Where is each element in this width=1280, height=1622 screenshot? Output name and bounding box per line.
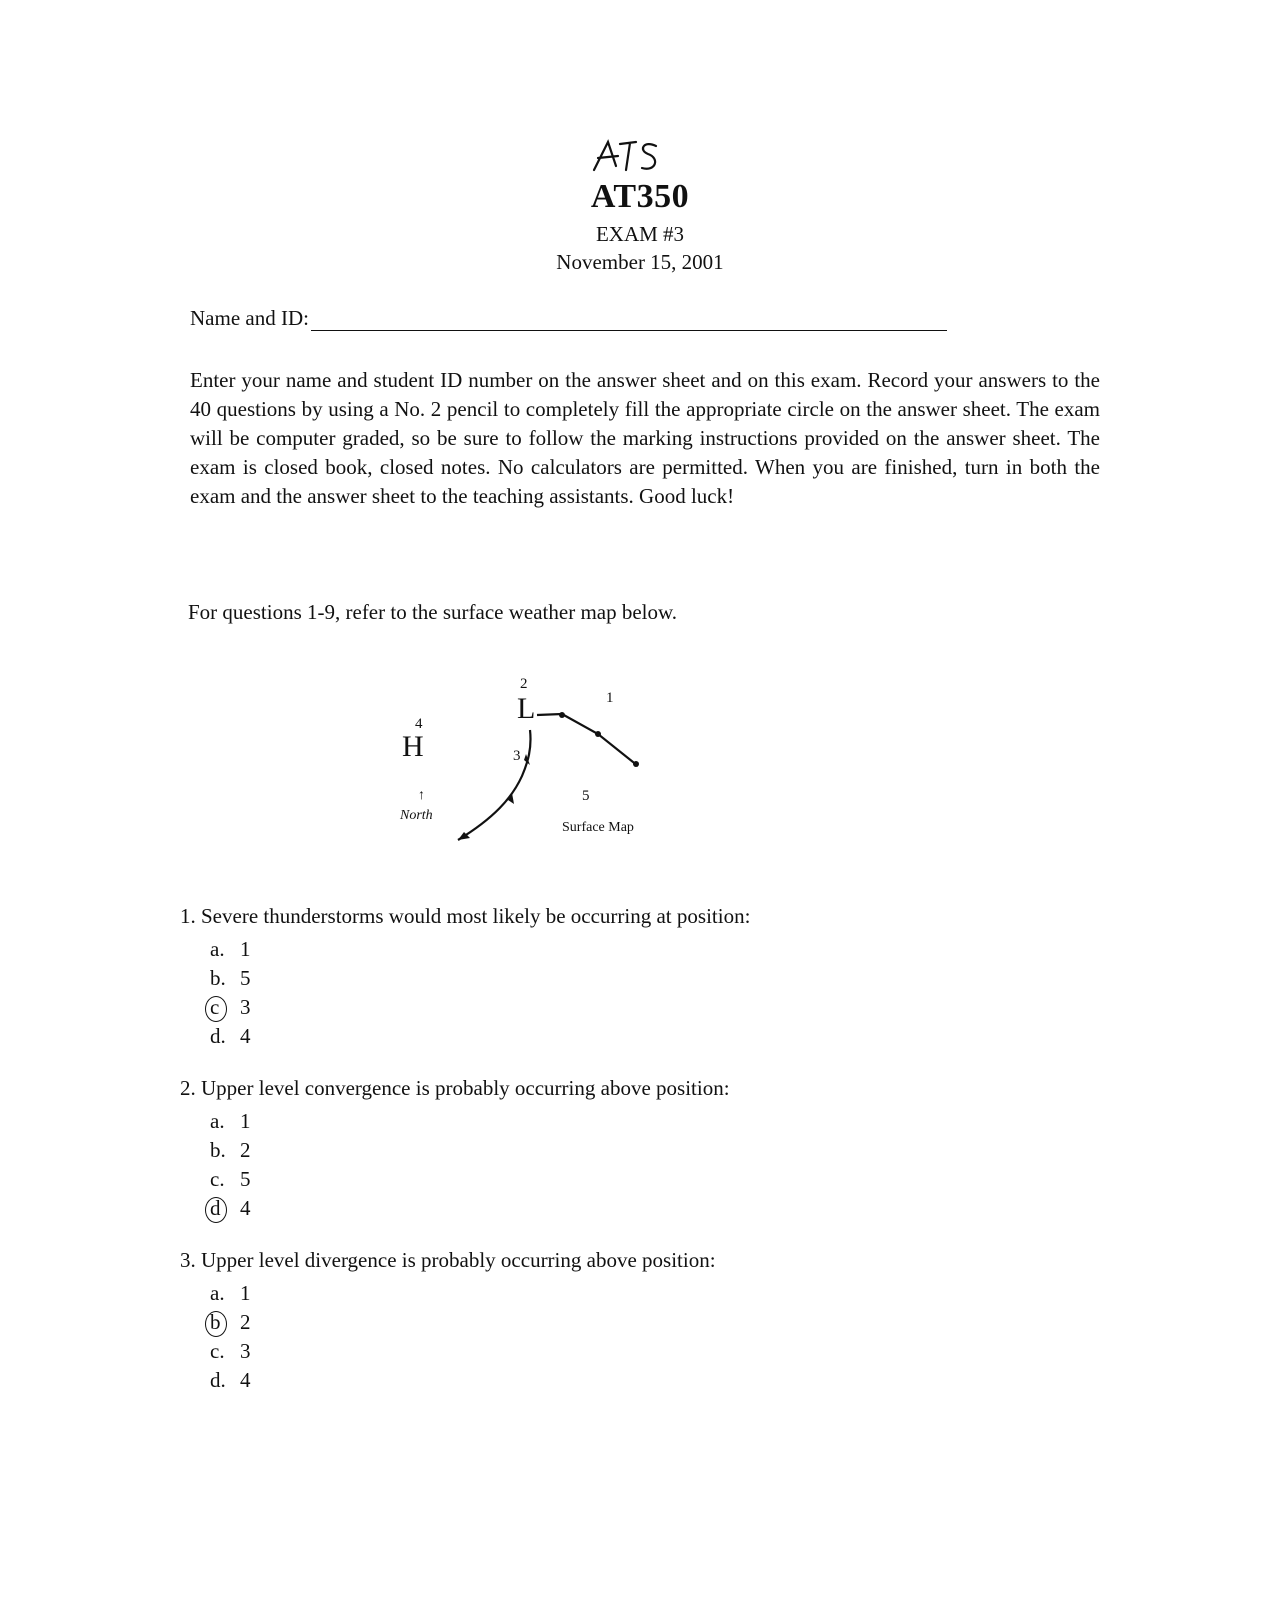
question-prompt: Upper level divergence is probably occurring above position:: [201, 1248, 716, 1272]
option-value: 1: [240, 1281, 251, 1305]
answer-option[interactable]: [210, 1165, 730, 1194]
answer-option[interactable]: [210, 935, 750, 964]
question-text: [180, 904, 750, 929]
option-letter: b.: [210, 1138, 226, 1162]
answer-option[interactable]: [210, 1279, 716, 1308]
surface-weather-map: [400, 676, 720, 880]
question-number: 3.: [180, 1248, 196, 1272]
name-id-line[interactable]: [311, 311, 947, 331]
option-value: 5: [240, 966, 251, 990]
option-letter: d.: [210, 1368, 226, 1392]
answer-option-selected[interactable]: [210, 993, 750, 1022]
option-value: 4: [240, 1024, 251, 1048]
option-value: 4: [240, 1196, 251, 1220]
answer-option[interactable]: [210, 1366, 716, 1395]
map-position-4: 4: [415, 716, 423, 732]
option-letter: d.: [210, 1024, 226, 1048]
question-text: [180, 1076, 730, 1101]
option-value: 2: [240, 1138, 251, 1162]
front-marker: [633, 761, 639, 767]
course-title: AT350: [590, 178, 690, 215]
question-number: 2.: [180, 1076, 196, 1100]
low-pressure-label: L: [517, 692, 536, 725]
option-letter: c.: [210, 1167, 225, 1191]
exam-number: EXAM #3: [595, 222, 685, 246]
option-value: 2: [240, 1310, 251, 1334]
option-letter: a.: [210, 1281, 225, 1305]
option-letter: c.: [210, 1339, 225, 1363]
name-id-label: Name and ID:: [190, 306, 309, 330]
option-letter: a.: [210, 937, 225, 961]
answer-option[interactable]: [210, 1337, 716, 1366]
question-number: 1.: [180, 904, 196, 928]
question-prompt: Severe thunderstorms would most likely be occurring at position:: [201, 904, 751, 928]
handwritten-note: [590, 136, 670, 182]
question-prompt: Upper level convergence is probably occurring above position:: [201, 1076, 730, 1100]
question-1: [180, 904, 750, 1051]
high-pressure-label: H: [402, 730, 424, 763]
option-letter: c: [210, 993, 234, 1022]
name-id-field: [190, 306, 947, 331]
option-value: 4: [240, 1368, 251, 1392]
map-reference-text: For questions 1-9, refer to the surface weather map below.: [188, 600, 678, 624]
answer-option[interactable]: [210, 1022, 750, 1051]
answer-option[interactable]: [210, 1107, 730, 1136]
answer-option-selected[interactable]: [210, 1194, 730, 1223]
answer-option[interactable]: [210, 964, 750, 993]
option-value: 1: [240, 937, 251, 961]
north-label: North: [400, 808, 433, 823]
option-value: 5: [240, 1167, 251, 1191]
answer-options: [210, 1107, 730, 1223]
map-position-5: 5: [582, 788, 590, 804]
instructions-paragraph: Enter your name and student ID number on the answer sheet and on this exam. Record your answers to the 40 questions by using a No. 2 pencil to completely fill the appropriate circle on the answer sheet. The exam will be computer graded, so be sure to follow the marking instructions provided on the answer sheet. The exam is closed book, closed notes. No calculators are permitted. When you are finished, turn in both the exam and the answer sheet to the teaching assistants. Good luck!: [190, 368, 1100, 508]
option-letter: d: [210, 1194, 234, 1223]
north-arrow-icon: ↑: [418, 788, 425, 803]
map-position-1: 1: [606, 690, 614, 706]
map-position-3: 3: [513, 748, 521, 764]
answer-options: [210, 935, 750, 1051]
answer-option[interactable]: [210, 1136, 730, 1165]
question-text: [180, 1248, 716, 1273]
map-caption: Surface Map: [562, 820, 634, 835]
map-position-2: 2: [520, 676, 528, 692]
front-lines: [400, 690, 720, 880]
option-letter: b.: [210, 966, 226, 990]
question-3: [180, 1248, 716, 1395]
option-value: 1: [240, 1109, 251, 1133]
answer-options: [210, 1279, 716, 1395]
option-value: 3: [240, 1339, 251, 1363]
front-marker: [559, 712, 565, 718]
answer-option-selected[interactable]: [210, 1308, 716, 1337]
option-value: 3: [240, 995, 251, 1019]
exam-date: November 15, 2001: [556, 250, 724, 274]
question-2: [180, 1076, 730, 1223]
front-marker: [595, 731, 601, 737]
option-letter: a.: [210, 1109, 225, 1133]
option-letter: b: [210, 1308, 234, 1337]
